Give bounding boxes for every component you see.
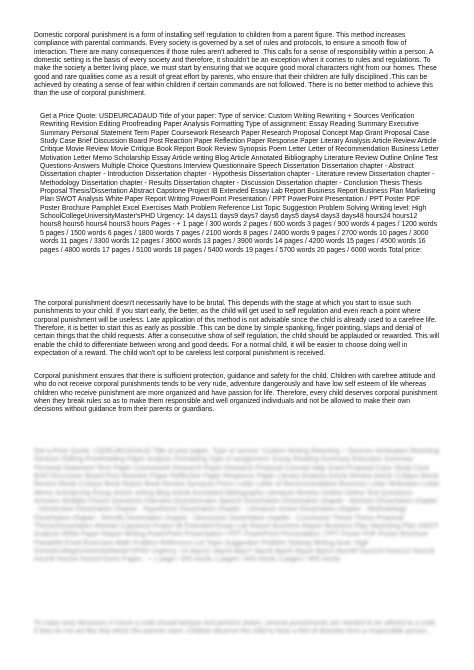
- blurred-paragraph-conclusion: To make wise decisions in future a child should behave and perform duties, several punishments are needed to be offered to a child if they do not act like that which the parents want. Children deserve the child to have a feel of direction from a responsible person.: [34, 620, 435, 636]
- blurred-paragraph-price-quote: Get a Price Quote: USDEURCADAUD Title of your paper: Type of service: Custom Writing Rewriting + Sources Verification Rewriting Revision Editing Proofreading Paper Analysis Formatting Type of assignment: Essay Reading Summary Executive Summary Personal Statement Term Paper Coursework Research Paper Research Proposal Concept Map Grant Proposal Case Study Case Brief Discussion Board Post Reaction Paper Reflection Paper Response Paper Literary Analysis Article Review Article Critique Movie Review Movie Critique Book Report Book Review Synopsis Poem Letter Letter of Recommendation Business Letter Motivation Letter Memo Scholarship Essay Article writing Blog Article Annotated Bibliography Literature Review Outline Online Test Questions-Answers Multiple Choice Questions Interview Questionnaire Speech Dissertation Dissertation chapter - Abstract Dissertation chapter - Introduction Dissertation chapter - Hypothesis Dissertation chapter - Literature review Dissertation chapter - Methodology Dissertation chapter - Results Dissertation chapter - Discussion Dissertation chapter - Conclusion Thesis Thesis Proposal Thesis/Dissertation Abstract Capstone Project IB Extended Essay Lab Report Business Report Business Plan Marketing Plan SWOT Analysis White Paper Report Writing PowerPoint Presentation / PPT PowerPoint Presentation / PPT Poster PDF Poster Brochure Pamphlet Excel Exercises Math Problem Reference List Topic Suggestion Problem Solving Writing level: High SchoolCollegeUniversityMaster'sPHD Urgency: 14 days11 days9 days7 days6 days5 days4 days3 days48 hours24 hours12 hours8 hours6 hours4 hours3 hours Pages - + 1 page / 300 words 2 pages / 600 words 3 pages / 900 words: [34, 448, 440, 564]
- paragraph-not-brutal: The corporal punishment doesn't necessarily have to be brutal. This depends with the stage at which you start to issue such punishments to your child. If you start early, the better, as the child will get used to self regulation and even reach a point where corporal punishment will be useless. Late application of this method is not advisable since the child is already used to a carefree life. Therefore, it is better to start this as early as possible .This can be done by simple spanking, finger pointing, slaps and denial of certain things that the child requests. After a consecutive show of self regulation, the child should be applauded or rewarded. This will enable the child to differentiate between wrong and good deeds. For a normal child, it will be easier to choose doing well in expectation of a reward. The child won't opt to be careless lest corporal punishment is received.: [34, 300, 440, 358]
- paragraph-protection: Corporal punishment ensures that there is sufficient protection, guidance and safety for the child. Children with carefree attitude and who do not receive corporal punishments tends to be very rude, adventure dangerously and have low self esteem of life whereas children who receive punishment are more organized and have passion for life. Therefore, every child deserves corporal punishment when they break rules so as to make them responsible and well organized individuals and not be allowed to make their own decisions without guidance from their parents or guardians.: [34, 373, 438, 414]
- paragraph-price-quote: Get a Price Quote: USDEURCADAUD Title of your paper: Type of service: Custom Writing Rewriting + Sources Verification Rewriting Revision Editing Proofreading Paper Analysis Formatting Type of assignment: Essay Reading Summary Executive Summary Personal Statement Term Paper Coursework Research Paper Research Proposal Concept Map Grant Proposal Case Study Case Brief Discussion Board Post Reaction Paper Reflection Paper Response Paper Literary Analysis Article Review Article Critique Movie Review Movie Critique Book Report Book Review Synopsis Poem Letter Letter of Recommendation Business Letter Motivation Letter Memo Scholarship Essay Article writing Blog Article Annotated Bibliography Literature Review Outline Online Test Questions-Answers Multiple Choice Questions Interview Questionnaire Speech Dissertation Dissertation chapter - Abstract Dissertation chapter - Introduction Dissertation chapter - Hypothesis Dissertation chapter - Literature review Dissertation chapter - Methodology Dissertation chapter - Results Dissertation chapter - Discussion Dissertation chapter - Conclusion Thesis Thesis Proposal Thesis/Dissertation Abstract Capstone Project IB Extended Essay Lab Report Business Report Business Plan Marketing Plan SWOT Analysis White Paper Report Writing PowerPoint Presentation / PPT PowerPoint Presentation / PPT Poster PDF Poster Brochure Pamphlet Excel Exercises Math Problem Reference List Topic Suggestion Problem Solving Writing level: High SchoolCollegeUniversityMaster'sPHD Urgency: 14 days11 days9 days7 days6 days5 days4 days3 days48 hours24 hours12 hours8 hours6 hours4 hours3 hours Pages - + 1 page / 300 words 2 pages / 600 words 3 pages / 900 words 4 pages / 1200 words 5 pages / 1500 words 6 pages / 1800 words 7 pages / 2100 words 8 pages / 2400 words 9 pages / 2700 words 10 pages / 3000 words 11 pages / 3300 words 12 pages / 3600 words 13 pages / 3900 words 14 pages / 4200 words 15 pages / 4500 words 16 pages / 4800 words 17 pages / 5100 words 18 pages / 5400 words 19 pages / 5700 words 20 pages / 6000 words Total price:: [40, 113, 439, 254]
- paragraph-intro: Domestic corporal punishment is a form of installing self regulation to children from a parent figure. This method increases compliance with parental commands. Every society is governed by a set of rules and protocols, to ensure a smooth flow of interaction. There are many consequences if those rules aren't adhered to .This calls for a sense of responsibility within a person. A domestic setting is the basis of every society and therefore, it shouldn't be an exception when it comes to rules and regulations. To make the society a better living place, we must start by ensuring that we acquire good moral characters right from our homes. These good and rare qualities come as a result of great effort by parents, who ensure that their children are fully disciplined .This can be achieved by creating a sense of fear within children if certain commands are not followed. There is no better method to achieve this than the use of corporal punishment.: [34, 32, 437, 98]
